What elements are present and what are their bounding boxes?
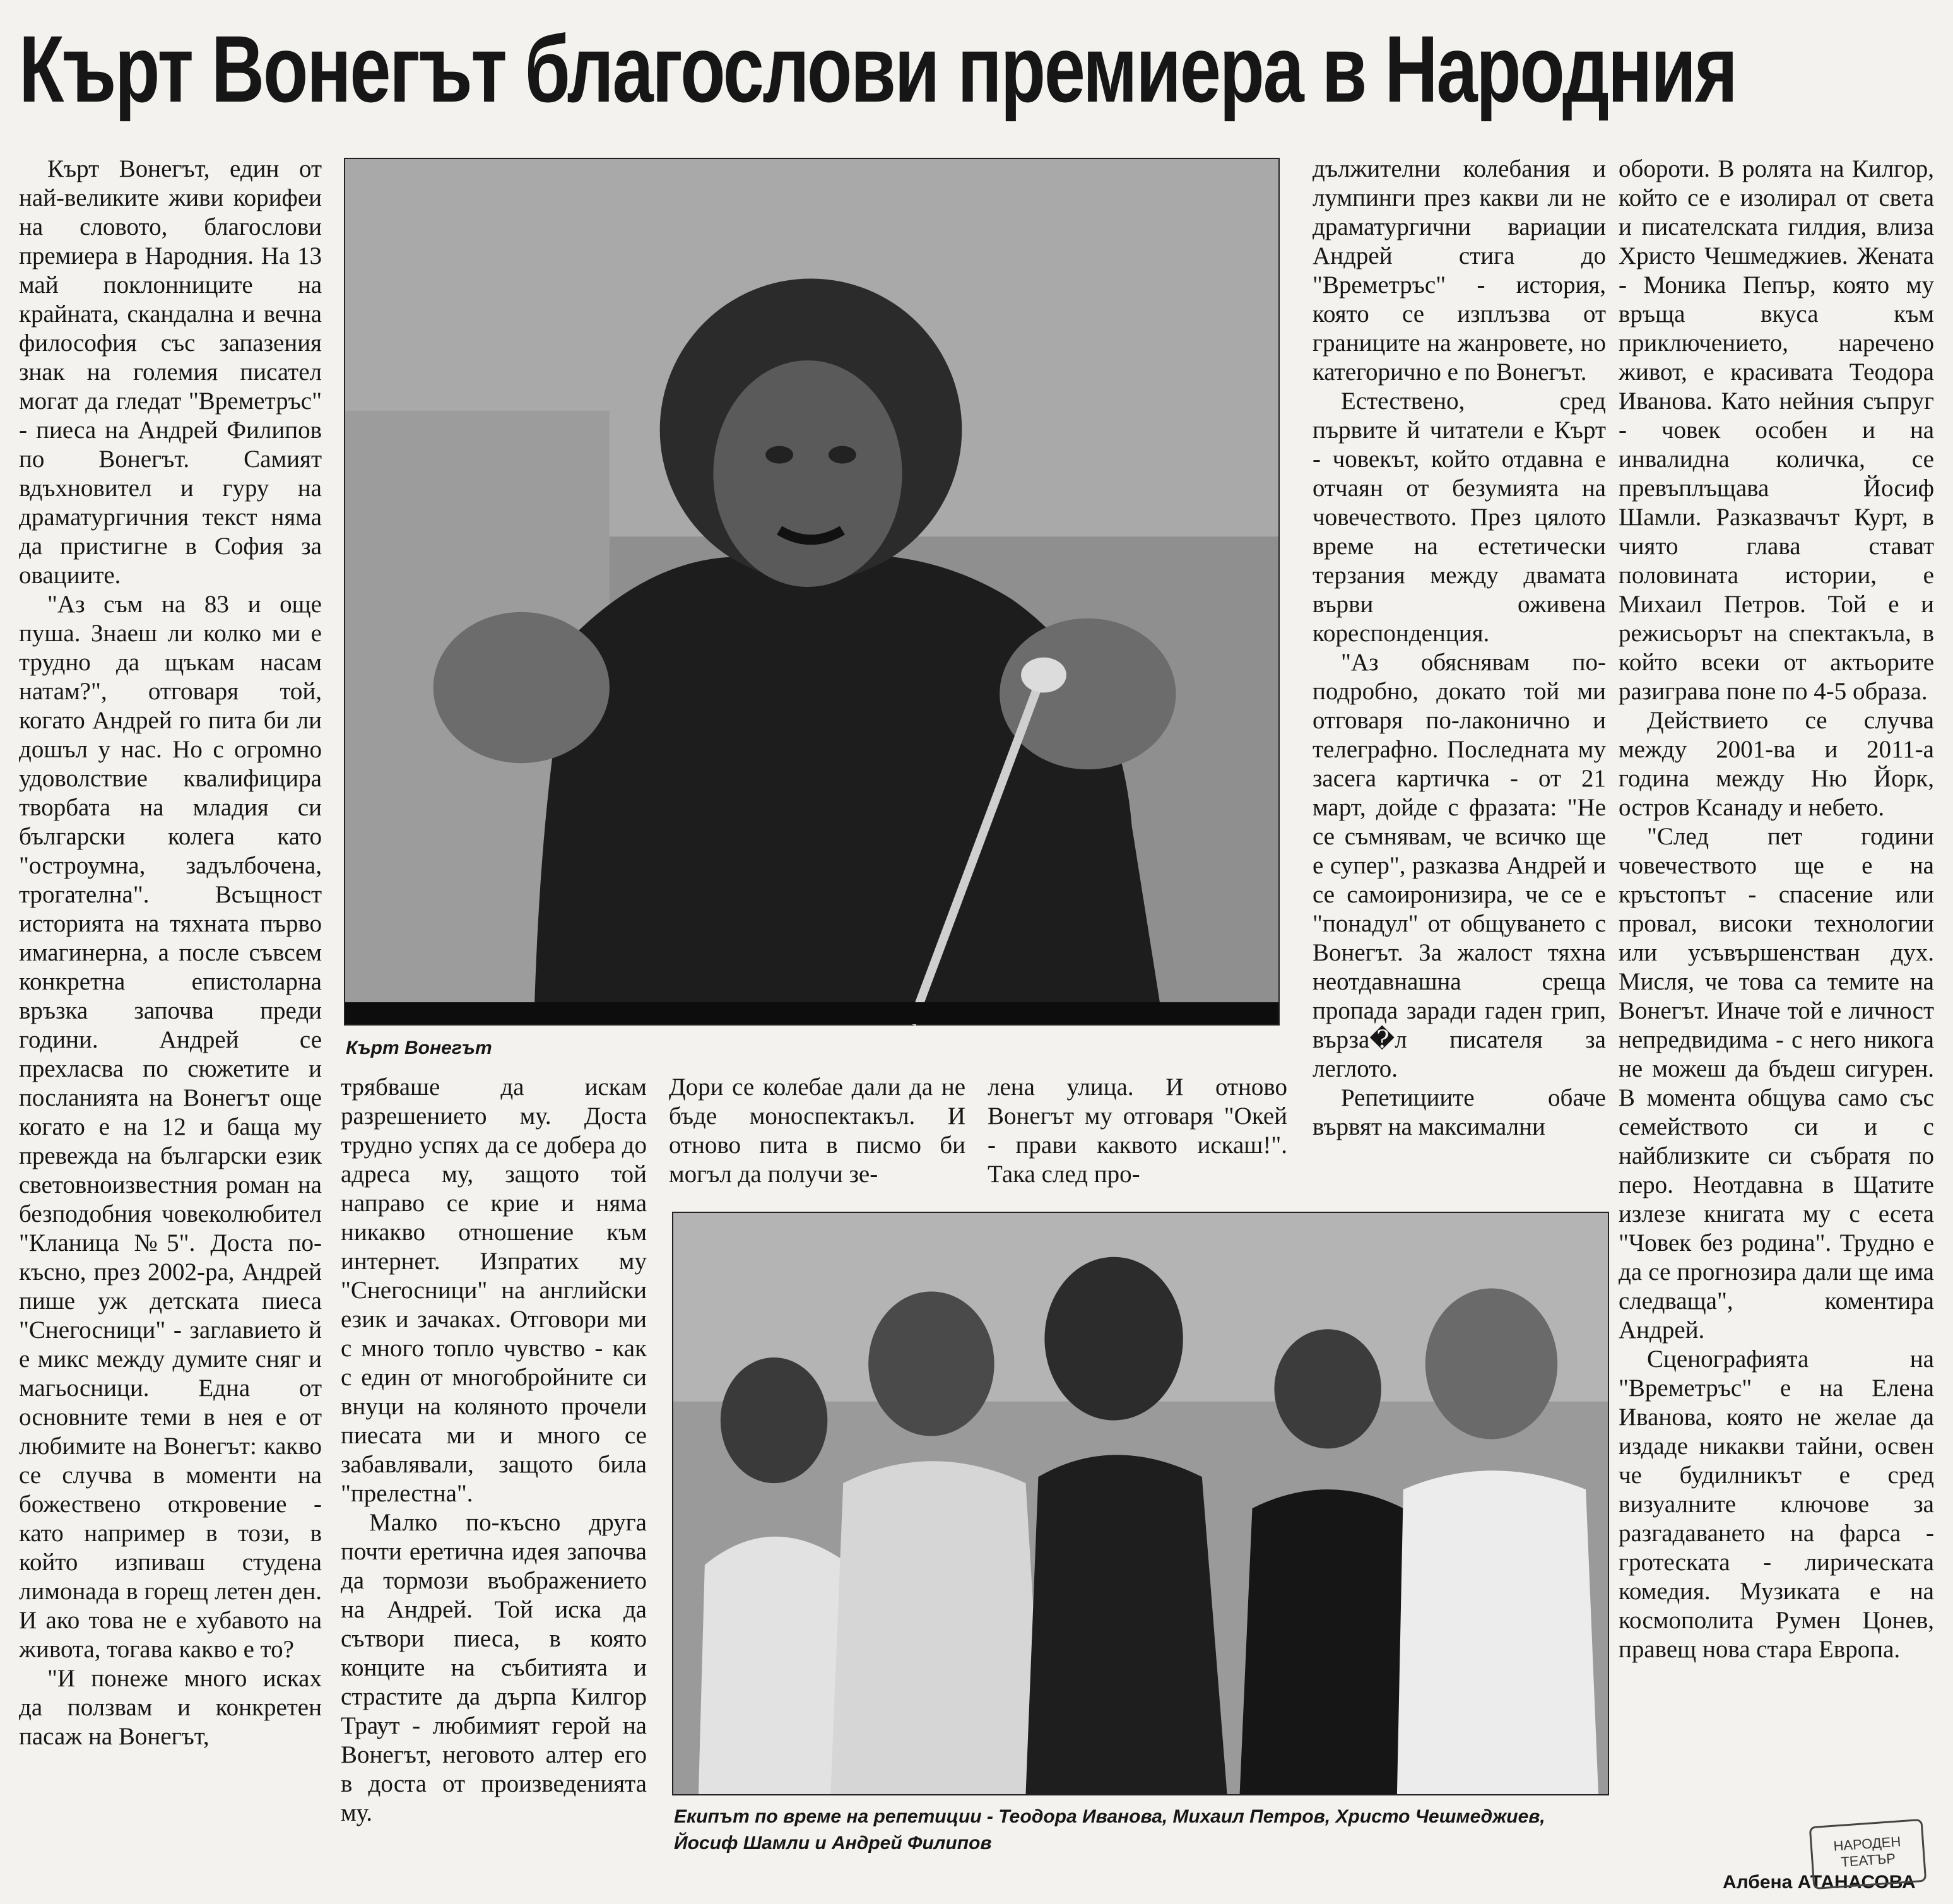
article-headline: Кърт Вонегът благослови премиера в Народния [19,16,1737,122]
article-byline: Албена АТАНАСОВА [1723,1872,1916,1893]
article-column-2 [341,1073,647,1896]
paragraph: "И понеже много исках да ползвам и конкретен пасаж на Вонегът, [19,1665,322,1750]
paragraph: "Аз съм на 83 и още пуша. Знаеш ли колко ми е трудно да щъкам насам натам?", отговаря той, когато Андрей го пита би ли дошъл у нас. Но с огромно удоволствие квалифицира творбата на младия си български колега като "остроумна, задълбочена, трогателна". Всъщност историята на тяхната първо имагинерна, а после съвсем конкретна епистоларна връзка започва преди години. Андрей се прехласва по сюжетите и посланията на Вонегът още когато е на 12 и баща му превежда на български език световноизвестния роман на безподобния човеколюбител "Кланица №5". Доста по-късно, през 2002-ра, Андрей пише уж детската пиеса "Снегосници" - заглавието й е микс между думите сняг и магьосници. Една от основните теми в нея е от любимите на Вонегът: какво се случва в моменти на божествено откровение - като например в този, в който изпиваш студена лимонада в горещ летен ден. И ако това не е хубавото на живота, тогава какво е то? [19,591,322,1663]
vonnegut-photo [344,158,1280,1026]
paragraph: Малко по-късно друга почти еретична идея започва да тормози въображението на Андрей. Той иска да сътвори пиеса, в която конците на събитията и страстите да дърпа Килгор Траут - любимият герой на Вонегът, неговото алтер его в доста от произведенията му. [341,1509,647,1826]
rehearsal-team-photo [672,1212,1609,1795]
paragraph: Кърт Вонегът, един от най-великите живи корифеи на словото, благослови премиера в Народния. На 13 май поклонниците на крайната, скандална и вечна философия със запазения знак на големия писател могат да гледат "Времетръс" - пиеса на Андрей Филипов по Вонегът. Самият вдъхновител и гуру на драматургичния текст няма да пристигне в София за овациите. [19,155,322,589]
paragraph: лена улица. И отново Вонегът му отговаря "Окей - прави каквото искаш!". Така след про- [988,1073,1287,1188]
paragraph: трябваше да искам разрешението му. Доста трудно успях да се добера до адреса му, защото той направо се крие и няма никакво отношение към интернет. Изпратих му "Снегосници" на английски език и зачаках. Отговори ми с много топло чувство - как с един от многобройните си внуци на коляното прочели пиесата ми и много се забавлявали, защото била "прелестна". [341,1073,647,1507]
rehearsal-team-photo-caption: Екипът по време на репетиции - Теодора Иванова, Михаил Петров, Христо Чешмеджиев, Йосиф Шамли и Андрей Филипов [674,1806,1545,1854]
theatre-stamp-logo: НАРОДЕН ТЕАТЪР [1809,1819,1927,1889]
paragraph: дължителни колебания и лумпинги през какви ли не драматургични вариации Андрей стига до "Времетръс" - история, която се изплъзва от границите на жанровете, но категорично е по Вонегът. [1313,155,1606,386]
paragraph: Репетициите обаче вървят на максимални [1313,1084,1606,1140]
paragraph: обороти. В ролята на Килгор, който се е изолирал от света и писателската гилдия, влиза Христо Чешмеджиев. Жената - Моника Пепър, която му връща вкуса към приключението, наречено живот, е красивата Теодора Иванова. Като нейния съпруг - човек особен и на инвалидна количка, се превъплъщава Йосиф Шамли. Разказвачът Курт, в чиято глава стават половината истории, е Михаил Петров. Той е и режисьорът на спектакъла, в който всеки от актьорите разиграва поне по 4-5 образа. [1619,155,1934,705]
article-column-4 [988,1073,1287,1199]
article-column-1 [19,155,322,1896]
paragraph: "След пет години човечеството ще е на кръстопът - спасение или провал, високи технологии или усъвършенстван дух. Мисля, че това са темите на Вонегът. Иначе той е личност непредвидима - с него никога не можеш да бъдеш сигурен. В момента общува само със семейството си и с найблизките си събратя по перо. Неотдавна в Щатите излезе книгата му с есета "Човек без родина". Трудно е да се прогнозира дали ще има следваща", коментира Андрей. [1619,823,1934,1344]
paragraph: Сценографията на "Времетръс" е на Елена Иванова, която не желае да издаде никакви тайни, освен че будилникът е сред визуалните ключове за разгадаването на фарса - гротеската - лирическата комедия. Музиката е на космополита Румен Цонев, правещ нова стара Европа. [1619,1345,1934,1663]
paragraph: Дори се колебае дали да не бъде моноспектакъл. И отново пита в писмо би могъл да получи зе- [669,1073,965,1188]
article-column-5 [1313,155,1606,1196]
article-column-6 [1619,155,1934,1859]
paragraph: Действието се случва между 2001-ва и 2011-а година между Ню Йорк, остров Ксанаду и небето. [1619,707,1934,821]
paragraph: Естествено, сред първите й читатели е Кърт - човекът, който отдавна е отчаян от безумията на човечеството. През цялото време на естетически терзания между двамата върви оживена кореспонденция. [1313,387,1606,647]
paragraph: "Аз обяснявам по-подробно, докато той ми отговаря по-лаконично и телеграфно. Последната му засега картичка - от 21 март, дойде с фразата: "Не се съмнявам, че всичко ще е супер", разказва Андрей и се самоиронизира, че се е "понадул" от общуването с Вонегът. За жалост тяхна неотдавнашна среща пропада заради гаден грип, върза�л писателя за леглото. [1313,649,1606,1082]
article-column-3 [669,1073,965,1199]
vonnegut-photo-caption: Кърт Вонегът [346,1038,492,1058]
